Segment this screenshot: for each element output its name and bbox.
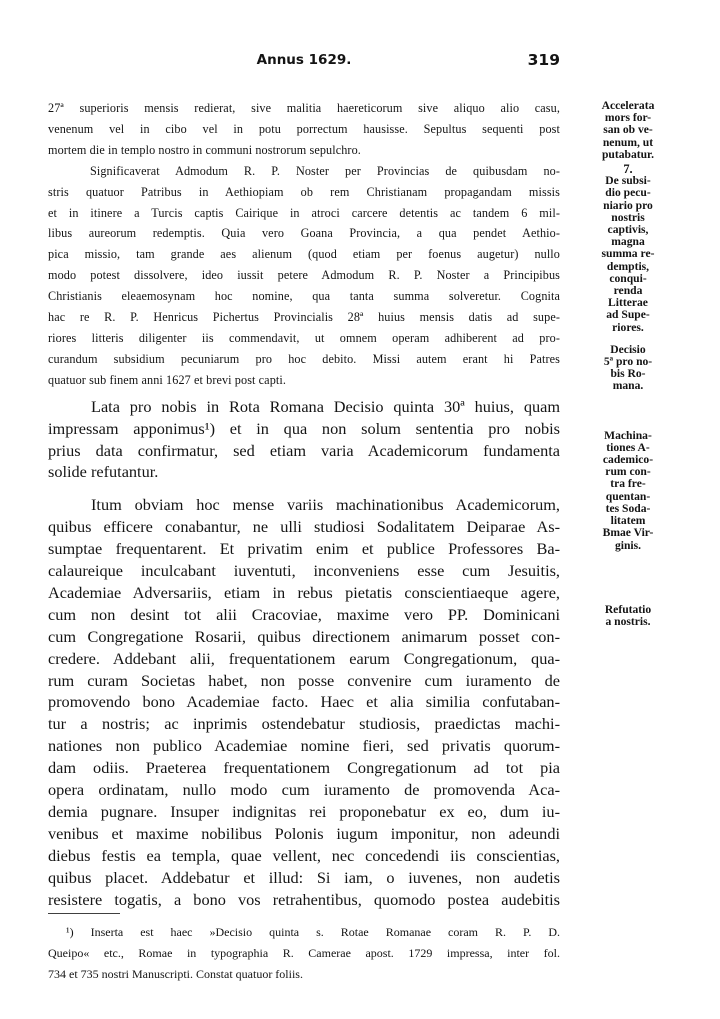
page-header (48, 52, 560, 76)
margin-note-refutatio: Refutatio a nostris. (604, 602, 652, 628)
text-line: rum curam Societas habet, non posse convenire cum iuramento de (48, 670, 560, 690)
footnote-rule (48, 913, 120, 914)
text-line: promovendo bono Academiae facto. Haec et alia similia confutaban- (48, 692, 560, 712)
margin-note-accelerata: Accelerata mors for- san ob ve- nenum, ut putabatur. (601, 99, 655, 161)
text-line: nationes non publico Academiae nomine fieri, sed privatis quorum- (48, 736, 560, 756)
paragraph-rota-decision (48, 396, 560, 484)
text-line: riores litteris diligenter iis commendavit, ut omnem operam adhiberent ad pro- (48, 330, 560, 345)
text-line: opera ordinatam, nullo modo cum iuramento de promovenda Aca- (48, 780, 560, 800)
text-line: sumptae frequentarent. Et privatim enim et publice Professores Ba- (48, 539, 560, 559)
text-line: stris quatuor Patribus in Aethiopiam ob rem Christianam propagandam missis (48, 184, 560, 199)
paragraph-ethiopia-captives (48, 161, 560, 391)
text-line: 27ª superioris mensis redierat, sive malitia haereticorum sive aliquo alio casu, (48, 101, 560, 115)
margin-note-subsidio: 7. De subsi- dio pecu- niario pro nostris captivis, magna summa re- demptis, conqui- renda Litterae ad Supe- riores. (562, 163, 694, 334)
text-line: quibus efficere conabantur, ne ulli studiosi Sodalitatem Deiparae As- (48, 517, 560, 537)
text-line: solide refutantur. (48, 462, 159, 482)
text-line: cum non desint tot alii Cracoviae, maxime vero PP. Dominicani (48, 604, 560, 624)
text-line: Lata pro nobis in Rota Romana Decisio quinta 30ª huius, quam (91, 396, 560, 416)
text-line: cum Congregatione Rosarii, quibus directionem animarum posset con- (48, 626, 560, 646)
text-line: curandum subsidium pecuniarum pro hoc debito. Missi autem erant hi Patres (48, 351, 560, 366)
text-line: calaureique inculcabant iuventuti, inconveniens esse cum Jesuitis, (48, 561, 560, 581)
text-line: Itum obviam hoc mense variis machinationibus Academicorum, (91, 495, 560, 515)
text-line: diebus festis ea templa, quae vellent, nec concedendi iis conscientias, (48, 845, 560, 865)
paragraph-poison (48, 98, 560, 161)
text-line: venibus et maxime nobilibus Polonis iugum imponitur, non adeundi (48, 823, 560, 843)
text-line: demia pugnare. Insuper indignitas rei proponebatur ex eo, dum iu- (48, 802, 560, 821)
section-number: 7. (623, 162, 633, 177)
margin-note-decisio: Decisio 5ª pro no- bis Ro- mana. (603, 342, 653, 393)
text-line: tur a nostris; ac inprimis ostendebatur studiosis, praedictas machi- (48, 714, 560, 734)
text-line: dam odiis. Praeterea frequentationem Congregationum ad tot pia (48, 758, 560, 778)
text-line: prius data confirmatur, sed etiam varia Academicorum fundamenta (48, 440, 560, 460)
footnote-line: 734 et 735 nostri Manuscripti. Constat quatuor foliis. (48, 967, 303, 981)
text-line: hac re R. P. Henricus Pichertus Provincialis 28ª huius mensis datis ad supe- (48, 310, 560, 325)
text-line: mortem die in templo nostro in communi nostrorum sepulchro. (48, 142, 361, 157)
text-line: impressam apponimus¹) et in qua non solum sententia pro nobis (48, 418, 560, 438)
text-line: venenum vel in cibo vel in potu porrectum hausisse. Sepultus sequenti post (48, 121, 560, 136)
text-line: Academiae Adversariis, etiam in rebus pietatis conscientiaeque agere, (48, 582, 560, 602)
text-line: libus aureorum redemptis. Quia vero Goana Provincia, a qua pendet Aethio- (48, 226, 560, 241)
text-line: resistere togatis, a bono vos retrahentibus, quomodo postea audebitis (48, 889, 560, 909)
running-head: Annus 1629. (256, 52, 352, 68)
main-text (48, 98, 560, 911)
footnote-line: ¹) Inserta est haec »Decisio quinta s. Rotae Romanae coram R. P. D. (66, 925, 560, 939)
text-line: et in itinere a Turcis captis Cairique in atroci carcere detentis ac tandem 6 mil- (48, 205, 560, 220)
text-line: quibus placet. Addebatur et illud: Si iam, o iuvenes, non audetis (48, 867, 560, 887)
margin-notes (562, 100, 694, 628)
text-line: Christianis eleaemosynam hoc nomine, qua tanta summa solveretur. Cognita (48, 289, 560, 304)
text-line: modo potest dissolvere, ideo iussit petere Admodum R. P. Noster a Principibus (48, 268, 560, 283)
text-line: quatuor sub finem anni 1627 et brevi post capti. (48, 372, 287, 387)
text-line: Significaverat Admodum R. P. Noster per Provincias de quibusdam no- (90, 163, 560, 178)
text-line: pica missio, tam grande aes alienum (quod etiam per foenus augetur) nullo (48, 247, 560, 262)
page-number: 319 (527, 51, 560, 69)
text-line: credere. Addebant alii, frequentationem earum Congregationum, qua- (48, 648, 560, 668)
footnote-line: Queipo« etc., Romae in typographia R. Camerae apost. 1729 impressa, inter fol. (48, 946, 560, 960)
footnote (48, 922, 560, 985)
paragraph-academic-machinations (48, 494, 560, 910)
margin-note-machinationes: Machina- tiones A- cademico- rum con- tra fre- quentan- tes Soda- litatem Bmae Vir- ginis. (602, 428, 654, 552)
